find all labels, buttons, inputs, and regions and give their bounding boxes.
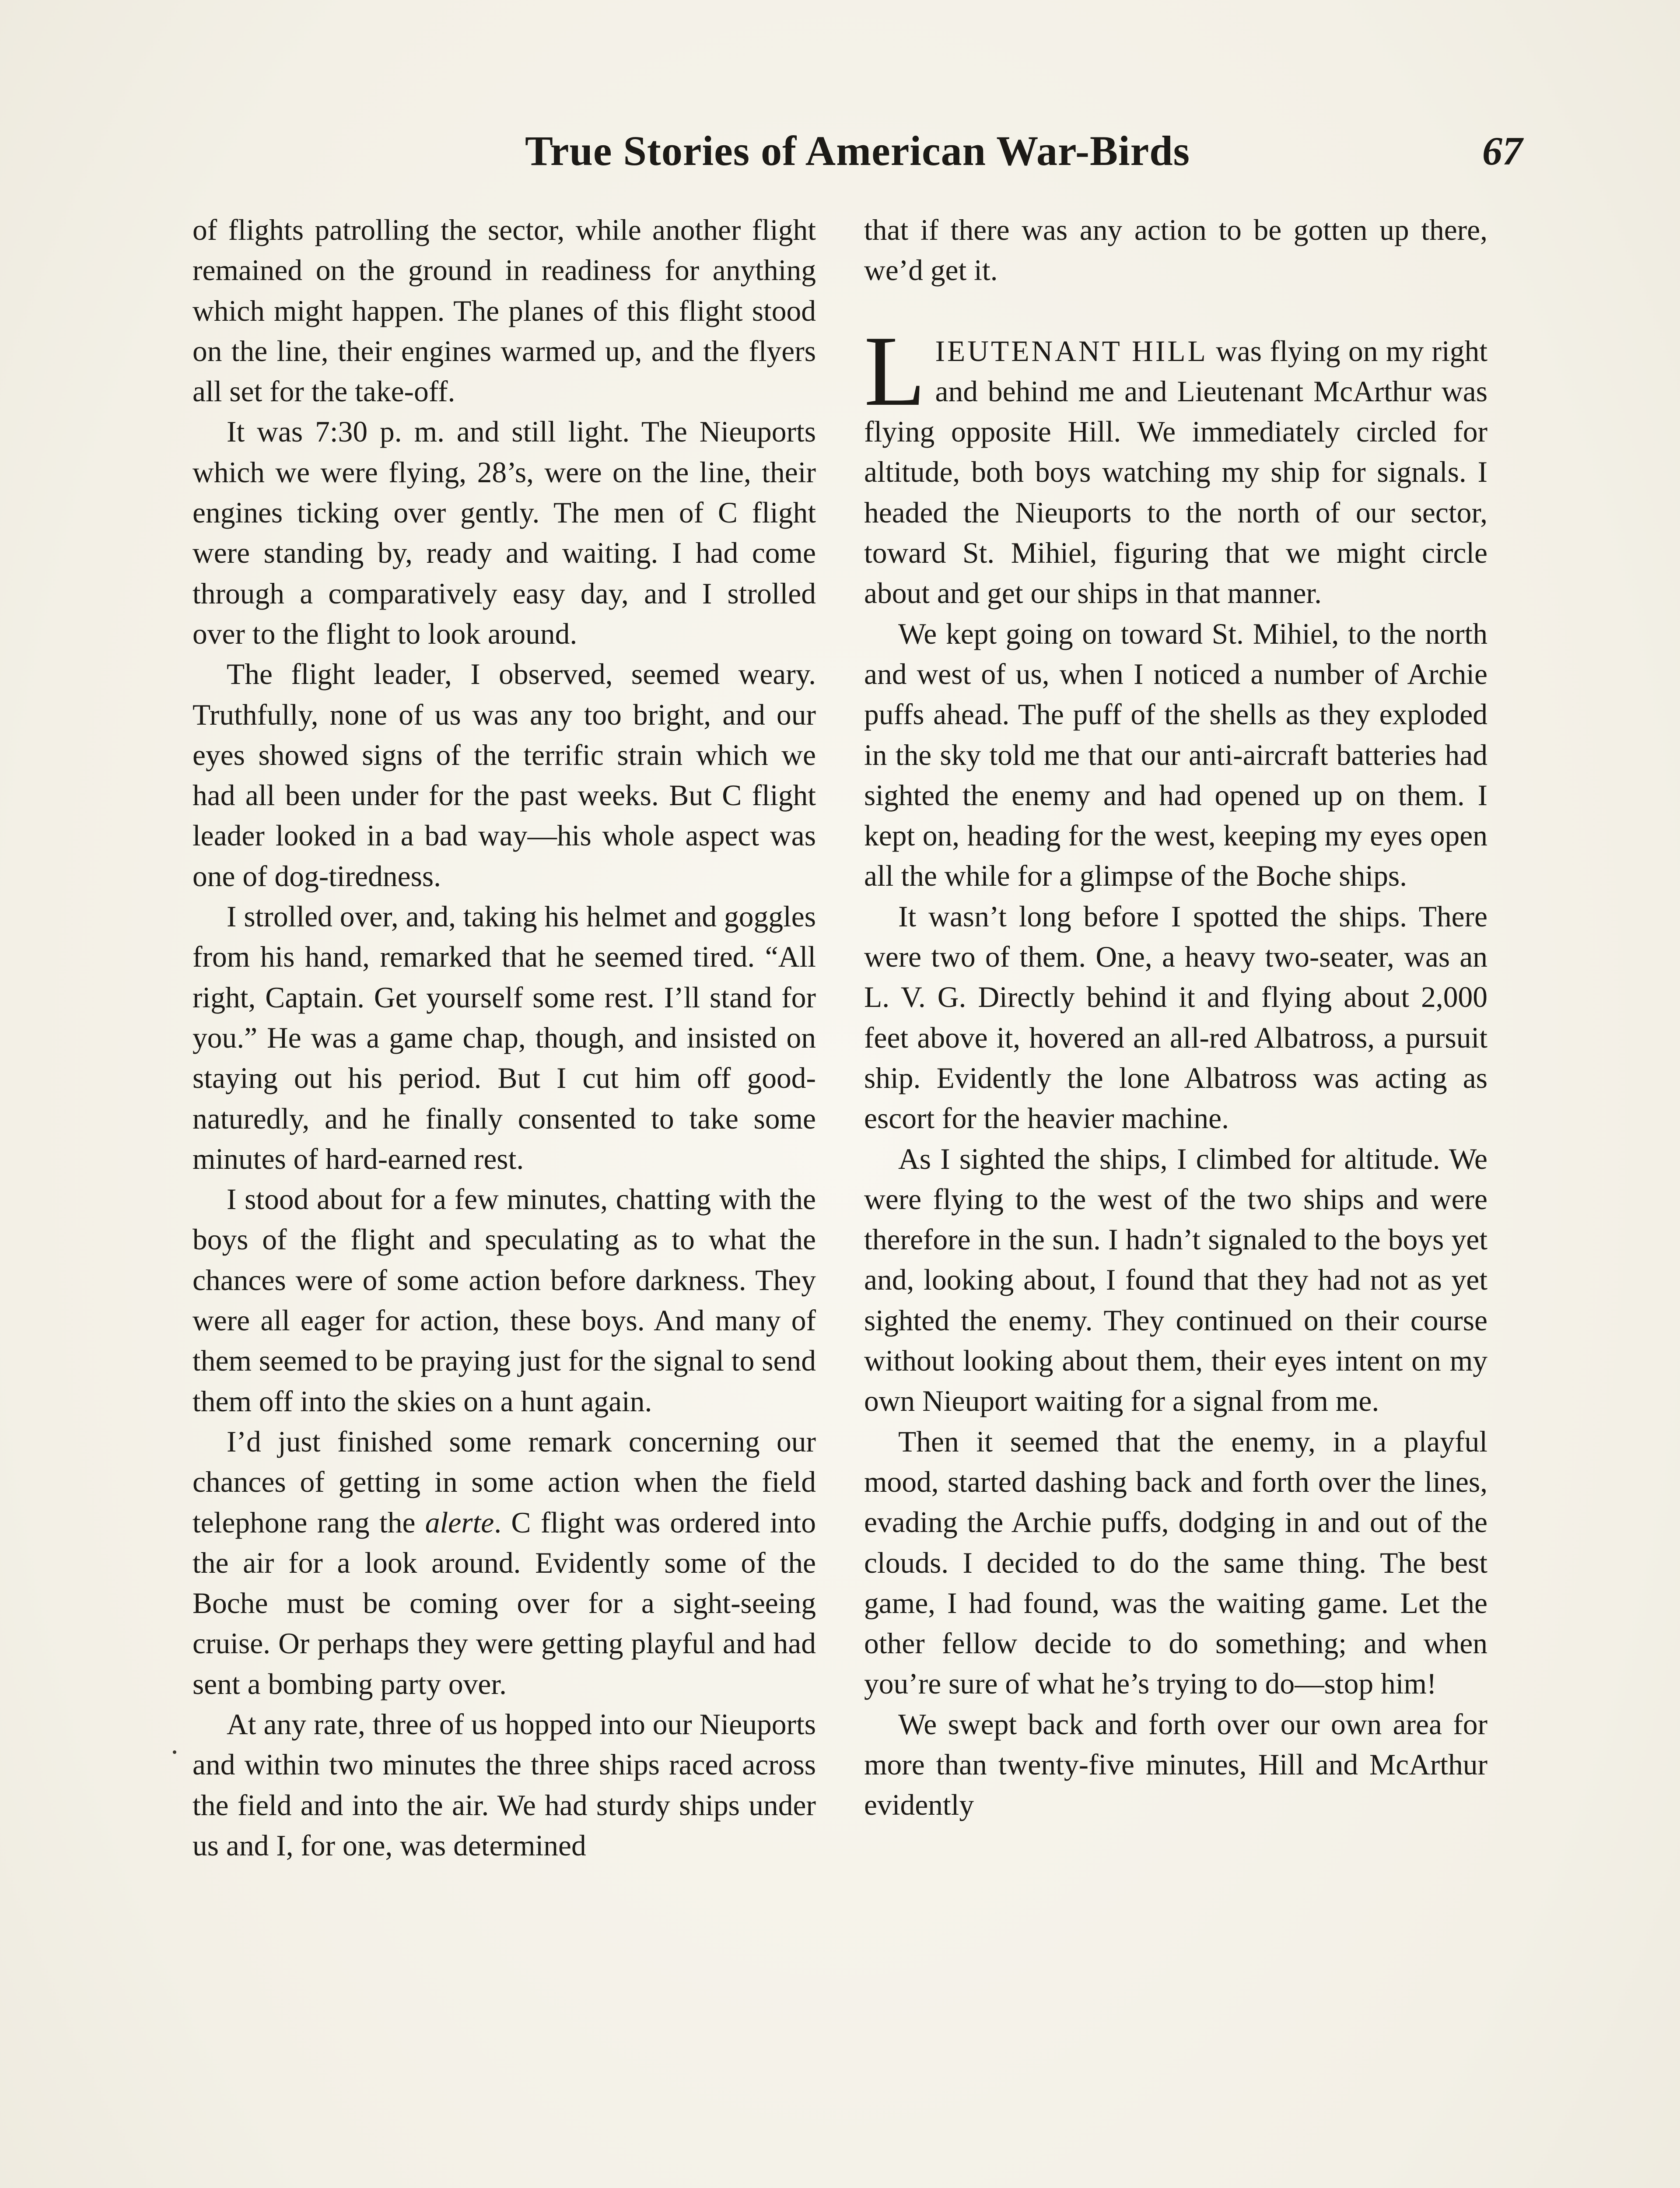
paragraph-text: I’d just finished some remark concerning our chances of getting in some action when the field telephone rang the	[192, 1425, 816, 1539]
running-title: True Stories of American War-Birds	[525, 127, 1190, 174]
section-opening-paragraph	[864, 315, 1488, 614]
paragraph: of flights patrolling the sector, while another flight remained on the ground in readiness for anything which might happen. The planes of this flight stood on the line, their engines warmed up, and the flyers all set for the take-off.	[192, 214, 816, 408]
page-header	[192, 118, 1522, 184]
small-caps-lead: IEUTENANT HILL	[935, 334, 1208, 368]
paragraph-text: was flying on my right and behind me and Lieutenant McArthur was flying opposite Hill. We immediately circled for altitude, both boys watching my ship for signals. I headed the Nieuports to the north of our sector, toward St. Mihiel, figuring that we might circle about and get our ships in that manner.	[864, 334, 1488, 610]
italic-term: alerte	[425, 1506, 494, 1539]
paragraph: Then it seemed that the enemy, in a playful mood, started dashing back and forth over the lines, evading the Archie puffs, dodging in and out of the clouds. I decided to do the same thing. The best game, I had found, was the waiting game. Let the other fellow decide to do something; and when you’re sure of what he’s trying to do—stop him!	[864, 1425, 1488, 1701]
paragraph: It wasn’t long before I spotted the ships. There were two of them. One, a heavy two-seater, was an L. V. G. Directly behind it and flying about 2,000 feet above it, hovered an all-red Albatross, a pursuit ship. Evidently the lone Albatross was acting as escort for the heavier machine.	[864, 900, 1488, 1135]
paragraph-text: . C flight was ordered into the air for a look around. Evidently some of the Boche must be coming over for a sight-seeing cruise. Or perhaps they were getting playful and had sent a bombing party over.	[192, 1506, 816, 1701]
paragraph: We kept going on toward St. Mihiel, to the north and west of us, when I noticed a number of Archie puffs ahead. The puff of the shells as they exploded in the sky told me that our anti-aircraft batteries had sighted the enemy and had opened up on them. I kept on, heading for the west, keeping my eyes open all the while for a glimpse of the Boche ships.	[864, 617, 1488, 893]
drop-cap: L	[864, 315, 926, 427]
paragraph: The flight leader, I observed, seemed weary. Truthfully, none of us was any too bright, and our eyes showed signs of the terrific strain which we had all been under for the past weeks. But C flight leader looked in a bad way—his whole aspect was one of dog-tiredness.	[192, 658, 816, 893]
page-number: 67	[1482, 129, 1522, 173]
paragraph: I stood about for a few minutes, chatting with the boys of the flight and speculating as to what the chances were of some action before darkness. They were all eager for action, these boys. And many of them seemed to be praying just for the signal to send them off into the skies on a hunt again.	[192, 1183, 816, 1418]
paragraph: It was 7:30 p. m. and still light. The Nieuports which we were flying, 28’s, were on the line, their engines ticking over gently. The men of C flight were standing by, ready and waiting. I had come through a comparatively easy day, and I strolled over to the flight to look around.	[192, 415, 816, 650]
right-column	[864, 210, 1488, 1826]
left-column	[192, 210, 816, 1866]
paragraph: At any rate, three of us hopped into our Nieuports and within two minutes the three ships raced across the field and into the air. We had sturdy ships under us and I, for one, was determined	[192, 1708, 816, 1862]
print-speck	[173, 1750, 176, 1754]
paragraph	[192, 1422, 816, 1704]
paragraph: We swept back and forth over our own area for more than twenty-five minutes, Hill and McArthur evidently	[864, 1708, 1488, 1822]
paragraph: I strolled over, and, taking his helmet and goggles from his hand, remarked that he seemed tired. “All right, Captain. Get yourself some rest. I’ll stand for you.” He was a game chap, though, and insisted on staying out his period. But I cut him off good-naturedly, and he finally consented to take some minutes of hard-earned rest.	[192, 900, 816, 1175]
paragraph: that if there was any action to be gotten up there, we’d get it.	[864, 214, 1488, 287]
paragraph: As I sighted the ships, I climbed for altitude. We were flying to the west of the two ships and were therefore in the sun. I hadn’t signaled to the boys yet and, looking about, I found that they had not as yet sighted the enemy. They continued on their course without looking about them, their eyes intent on my own Nieuport waiting for a signal from me.	[864, 1142, 1488, 1418]
